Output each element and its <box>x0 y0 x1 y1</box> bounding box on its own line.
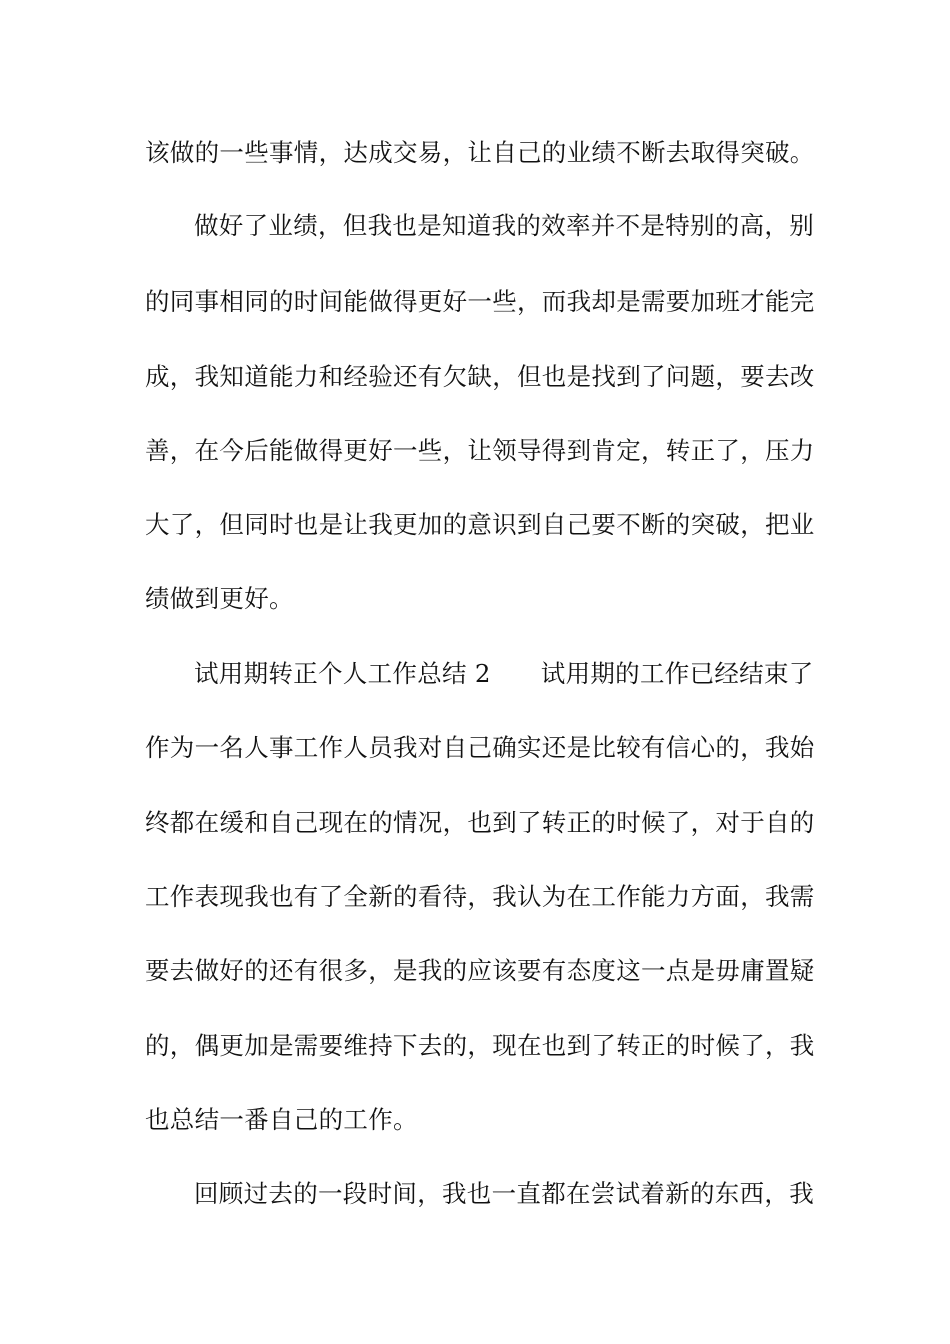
section-title: 试用期转正个人工作总结 2 <box>194 659 491 688</box>
text-line: 的，偶更加是需要维持下去的，现在也到了转正的时候了，我 <box>145 1031 815 1060</box>
text-line: 作为一名人事工作人员我对自己确实还是比较有信心的，我始 <box>145 733 815 762</box>
text-line: 绩做到更好。 <box>145 584 294 613</box>
section-heading-line <box>194 654 814 694</box>
text-line: 大了，但同时也是让我更加的意识到自己要不断的突破，把业 <box>145 510 815 539</box>
text-line: 工作表现我也有了全新的看待，我认为在工作能力方面，我需 <box>145 882 815 911</box>
text-line: 该做的一些事情，达成交易，让自己的业绩不断去取得突破。 <box>145 138 815 167</box>
section-intro-text: 试用期的工作已经结束了 <box>540 659 814 688</box>
text-line: 要去做好的还有很多，是我的应该要有态度这一点是毋庸置疑 <box>145 956 815 985</box>
text-line: 也总结一番自己的工作。 <box>145 1105 418 1134</box>
text-line: 善，在今后能做得更好一些，让领导得到肯定，转正了，压力 <box>145 436 815 465</box>
text-line: 做好了业绩，但我也是知道我的效率并不是特别的高，别 <box>194 211 814 240</box>
text-line: 终都在缓和自己现在的情况，也到了转正的时候了，对于自的 <box>145 808 815 837</box>
text-line: 回顾过去的一段时间，我也一直都在尝试着新的东西，我 <box>194 1179 814 1208</box>
text-line: 的同事相同的时间能做得更好一些，而我却是需要加班才能完 <box>145 287 815 316</box>
text-line: 成，我知道能力和经验还有欠缺，但也是找到了问题，要去改 <box>145 362 815 391</box>
